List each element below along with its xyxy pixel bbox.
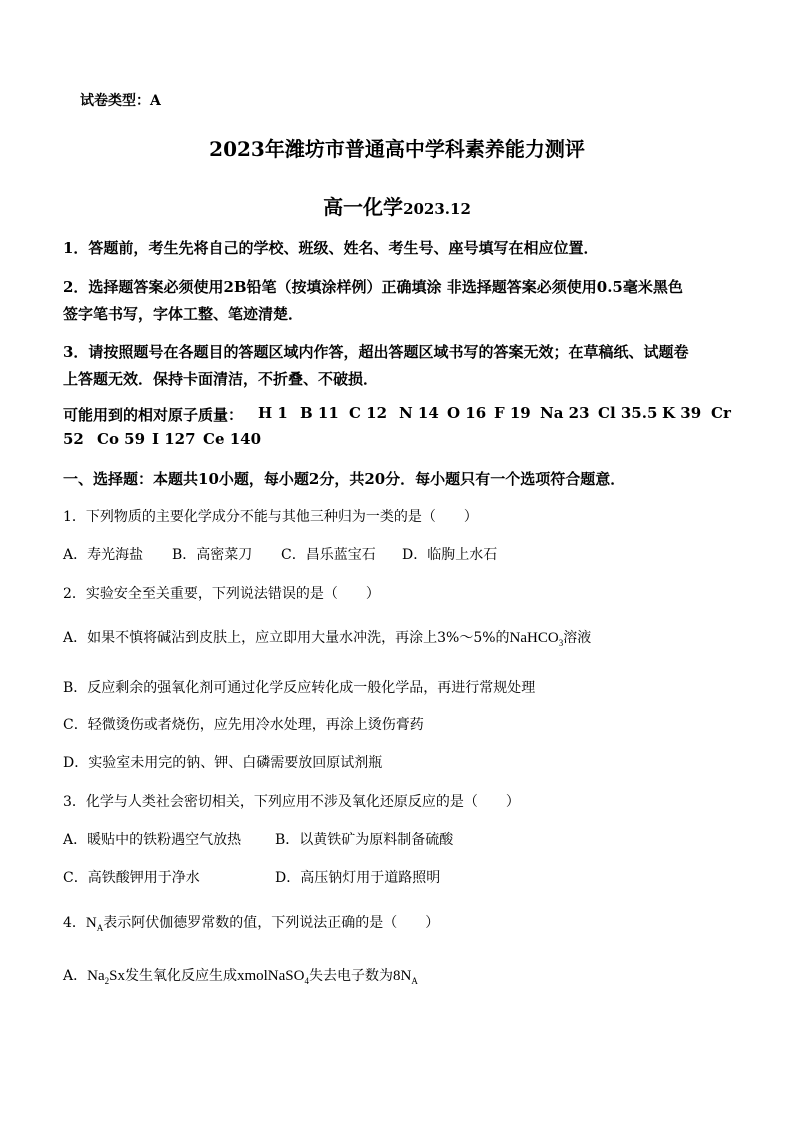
instruction-3-line2: 上答题无效．保持卡面清洁，不折叠、不破损． xyxy=(63,370,379,388)
q4-number: 4． xyxy=(63,915,86,931)
q3-option-b: B．以黄铁矿为原料制备硫酸 xyxy=(275,832,454,848)
q4-stem xyxy=(63,912,439,932)
paper-type: 试卷类型：A xyxy=(80,93,161,109)
q2-option-a-suffix: 溶液 xyxy=(563,630,592,646)
nahco3-main: NaHCO xyxy=(509,630,559,646)
q1-option-b: B．高密菜刀 xyxy=(172,547,253,563)
q4-option-a-mid2: 失去电子数为 xyxy=(308,968,393,984)
q1-option-c: C．昌乐蓝宝石 xyxy=(281,547,376,563)
electron-count-subscript: A xyxy=(411,976,418,986)
atomic-mass-cl: Cl 35.5 xyxy=(598,404,658,422)
q4-option-a-label: A． xyxy=(63,968,88,984)
atomic-mass-c: C 12 xyxy=(349,404,388,422)
atomic-mass-n: N 14 xyxy=(399,404,439,422)
na-main: N xyxy=(85,915,97,931)
naso4-main: xmolNaSO xyxy=(236,968,305,984)
atomic-mass-cr-value: 52 xyxy=(63,430,84,448)
page-subtitle xyxy=(0,191,794,220)
q4-option-a-mid1: 发生氧化反应生成 xyxy=(124,968,237,984)
instruction-2-line2: 签字笔书写，字体工整、笔迹清楚． xyxy=(63,305,304,323)
q2-option-d: D．实验室未用完的钠、钾、白磷需要放回原试剂瓶 xyxy=(63,755,383,771)
exam-date: 2023.12 xyxy=(403,200,471,218)
q3-stem: 3．化学与人类社会密切相关，下列应用不涉及氧化还原反应的是（ ） xyxy=(63,794,520,810)
q3-option-d: D．高压钠灯用于道路照明 xyxy=(275,870,441,886)
q2-option-a xyxy=(63,627,591,647)
atomic-mass-f: F 19 xyxy=(494,404,531,422)
nahco3-formula xyxy=(510,630,564,646)
atomic-mass-i: I 127 xyxy=(152,430,196,448)
q4-option-a xyxy=(63,965,418,985)
nahco3-subscript: 3 xyxy=(558,638,564,648)
atomic-mass-label: 可能用到的相对原子质量： xyxy=(63,406,244,424)
atomic-mass-o: O 16 xyxy=(447,404,487,422)
instruction-2-line1: 2．选择题答案必须使用2B铅笔（按填涂样例）正确填涂 非选择题答案必须使用0.5毫米黑色 xyxy=(63,278,683,296)
atomic-mass-ce: Ce 140 xyxy=(203,430,262,448)
subject-title: 高一化学 xyxy=(323,195,404,219)
naso4-subscript: 4 xyxy=(304,976,309,986)
na2sx-sx: Sx xyxy=(109,968,125,984)
na-symbol xyxy=(86,915,103,931)
q2-option-c: C．轻微烫伤或者烧伤，应先用冷水处理，再涂上烫伤膏药 xyxy=(63,717,424,733)
na2sx-formula xyxy=(87,968,125,984)
instruction-1: 1．答题前，考生先将自己的学校、班级、姓名、考生号、座号填写在相应位置． xyxy=(63,239,599,257)
na2sx-na: Na xyxy=(87,968,105,984)
q1-option-d: D．临朐上水石 xyxy=(402,547,498,563)
na-subscript: A xyxy=(96,923,104,933)
atomic-mass-k: K 39 xyxy=(662,404,702,422)
na2sx-subscript: 2 xyxy=(104,976,110,986)
page-title: 2023年潍坊市普通高中学科素养能力测评 xyxy=(209,137,585,161)
q2-option-b: B．反应剩余的强氧化剂可通过化学反应转化成一般化学品，再进行常规处理 xyxy=(63,680,536,696)
q4-stem-text: 表示阿伏伽德罗常数的值，下列说法正确的是（ ） xyxy=(103,915,440,931)
atomic-mass-na: Na 23 xyxy=(540,404,590,422)
naso4-formula xyxy=(237,968,309,984)
electron-count xyxy=(393,968,418,984)
atomic-mass-co: Co 59 xyxy=(97,430,146,448)
atomic-mass-b: B 11 xyxy=(300,404,339,422)
q3-option-c: C．高铁酸钾用于净水 xyxy=(63,870,200,886)
q2-option-a-text: A．如果不慎将碱沾到皮肤上，应立即用大量水冲洗，再涂上3%～5%的 xyxy=(63,630,510,646)
atomic-mass-h: H 1 xyxy=(258,404,288,422)
q3-option-a: A．暖贴中的铁粉遇空气放热 xyxy=(63,832,242,848)
q2-stem: 2．实验安全至关重要，下列说法错误的是（ ） xyxy=(63,586,380,602)
atomic-mass-cr: Cr xyxy=(711,404,731,422)
electron-count-main: 8N xyxy=(392,968,412,984)
q1-option-a: A．寿光海盐 xyxy=(63,547,144,563)
q1-stem: 1．下列物质的主要化学成分不能与其他三种归为一类的是（ ） xyxy=(63,509,478,525)
instruction-3-line1: 3．请按照题号在各题目的答题区域内作答，超出答题区域书写的答案无效；在草稿纸、试题卷 xyxy=(63,343,689,361)
section-heading: 一、选择题：本题共10小题，每小题2分，共20分．每小题只有一个选项符合题意． xyxy=(63,470,626,488)
